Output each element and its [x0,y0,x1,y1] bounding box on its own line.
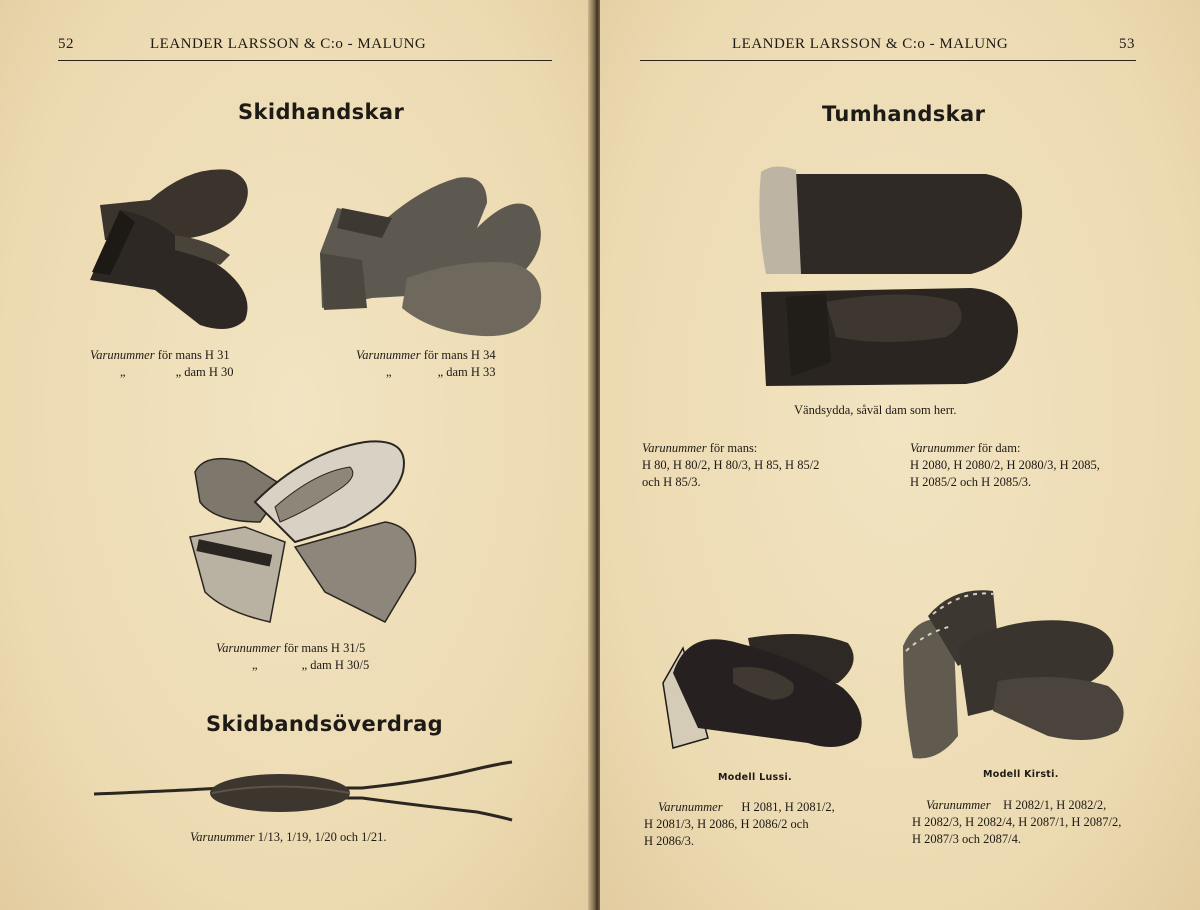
page-number: 53 [1119,36,1135,52]
left-page [0,0,592,910]
ski-glove-image-h31 [80,160,260,335]
caption-h34-line1: Varunummer för mans H 34 [356,348,496,362]
mittens-mans-line3: och H 85/3. [642,475,701,489]
lussi-caption-line2: H 2081/3, H 2086, H 2086/2 och [644,817,809,831]
caption-h31-5-line2: „ „ dam H 30/5 [252,658,370,672]
model-lussi-label: Modell Lussi. [718,772,792,783]
mittens-dam-line2: H 2080, H 2080/2, H 2080/3, H 2085, [910,458,1100,472]
header-rule [640,60,1136,61]
lussi-caption-line3: H 2086/3. [644,834,694,848]
model-kirsti-label: Modell Kirsti. [983,769,1059,780]
kirsti-caption-line2: H 2082/3, H 2082/4, H 2087/1, H 2087/2, [912,815,1122,829]
kirsti-caption-line1: Varunummer H 2082/1, H 2082/2, [926,798,1107,812]
ski-glove-image-h34 [312,168,547,343]
caption-h31-5-line1: Varunummer för mans H 31/5 [216,641,366,655]
caption-h31-line2: „ „ dam H 30 [120,365,234,379]
mittens-dam-line1: Varunummer för dam: [910,441,1021,455]
page-number: 52 [58,36,74,52]
right-page [600,0,1200,910]
section-title: Tumhandskar [822,102,986,126]
mittens-lussi-image [658,628,868,753]
ski-glove-image-h31-5 [185,432,420,627]
mittens-kirsti-image [898,586,1133,762]
mittens-image [756,162,1026,392]
section-title: Skidhandskar [238,100,405,124]
caption-h34-line2: „ „ dam H 33 [386,365,496,379]
kirsti-caption-line3: H 2087/3 och 2087/4. [912,832,1022,846]
mittens-dam-line3: H 2085/2 och H 2085/3. [910,475,1032,489]
header-rule [58,60,552,61]
page-header: LEANDER LARSSON & C:o - MALUNG [732,36,1009,52]
section-title-overdrag: Skidbandsöverdrag [206,712,444,736]
page-header: LEANDER LARSSON & C:o - MALUNG [150,36,427,52]
caption-h31-line1: Varunummer för mans H 31 [90,348,230,362]
mittens-subcaption: Vändsydda, såväl dam som herr. [794,403,957,417]
mittens-mans-line2: H 80, H 80/2, H 80/3, H 85, H 85/2 [642,458,820,472]
ski-binding-cover-image [92,760,517,822]
caption-overdrag: Varunummer 1/13, 1/19, 1/20 och 1/21. [190,830,387,844]
mittens-mans-line1: Varunummer för mans: [642,441,758,455]
lussi-caption-line1: Varunummer H 2081, H 2081/2, [658,800,835,814]
